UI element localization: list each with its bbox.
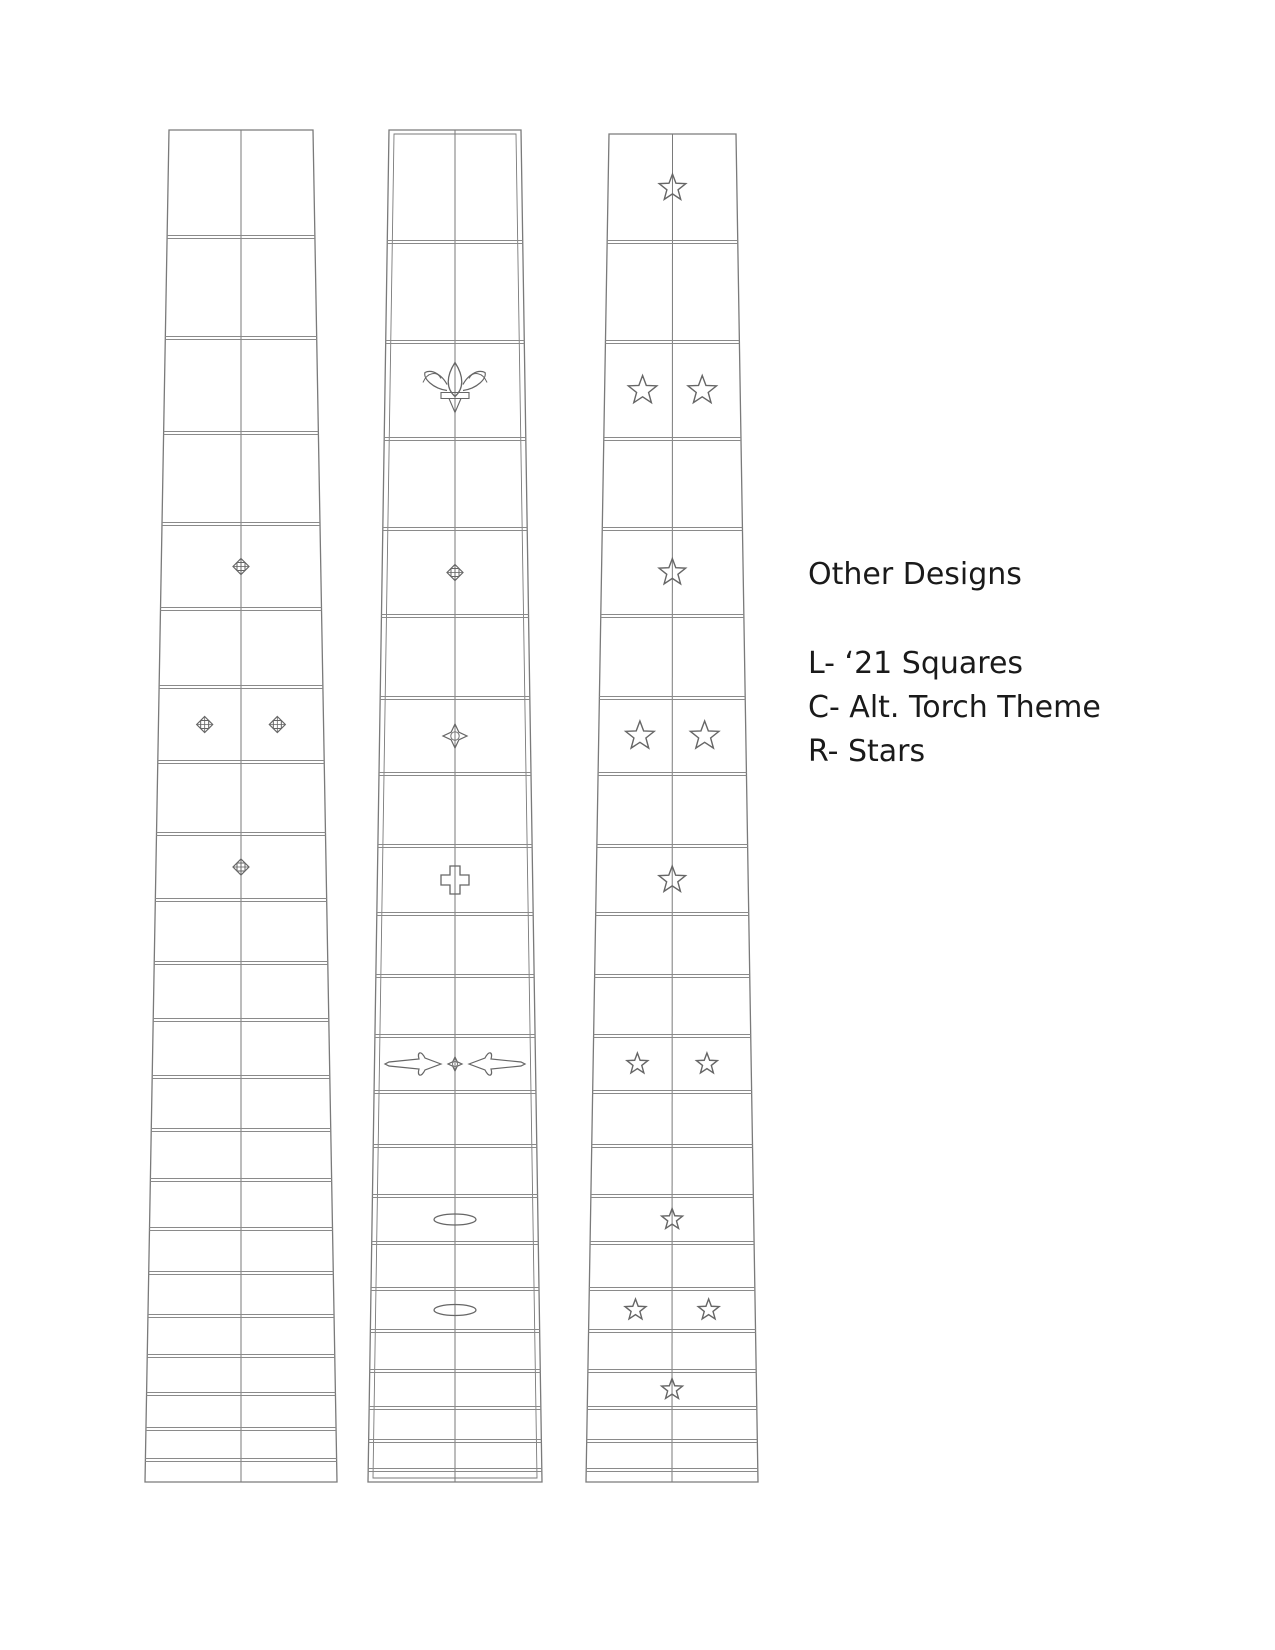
fretboard-right-stars: [586, 134, 758, 1482]
legend: [808, 553, 1238, 774]
legend-item-center: C- Alt. Torch Theme: [808, 690, 1101, 725]
fretboard-left-squares: [145, 130, 337, 1482]
fretboard-center-torch: [368, 130, 542, 1482]
legend-heading: Other Designs: [808, 557, 1022, 592]
legend-item-left: L- ‘21 Squares: [808, 646, 1024, 681]
legend-item-right: R- Stars: [808, 734, 926, 769]
center-line: [672, 134, 673, 1482]
